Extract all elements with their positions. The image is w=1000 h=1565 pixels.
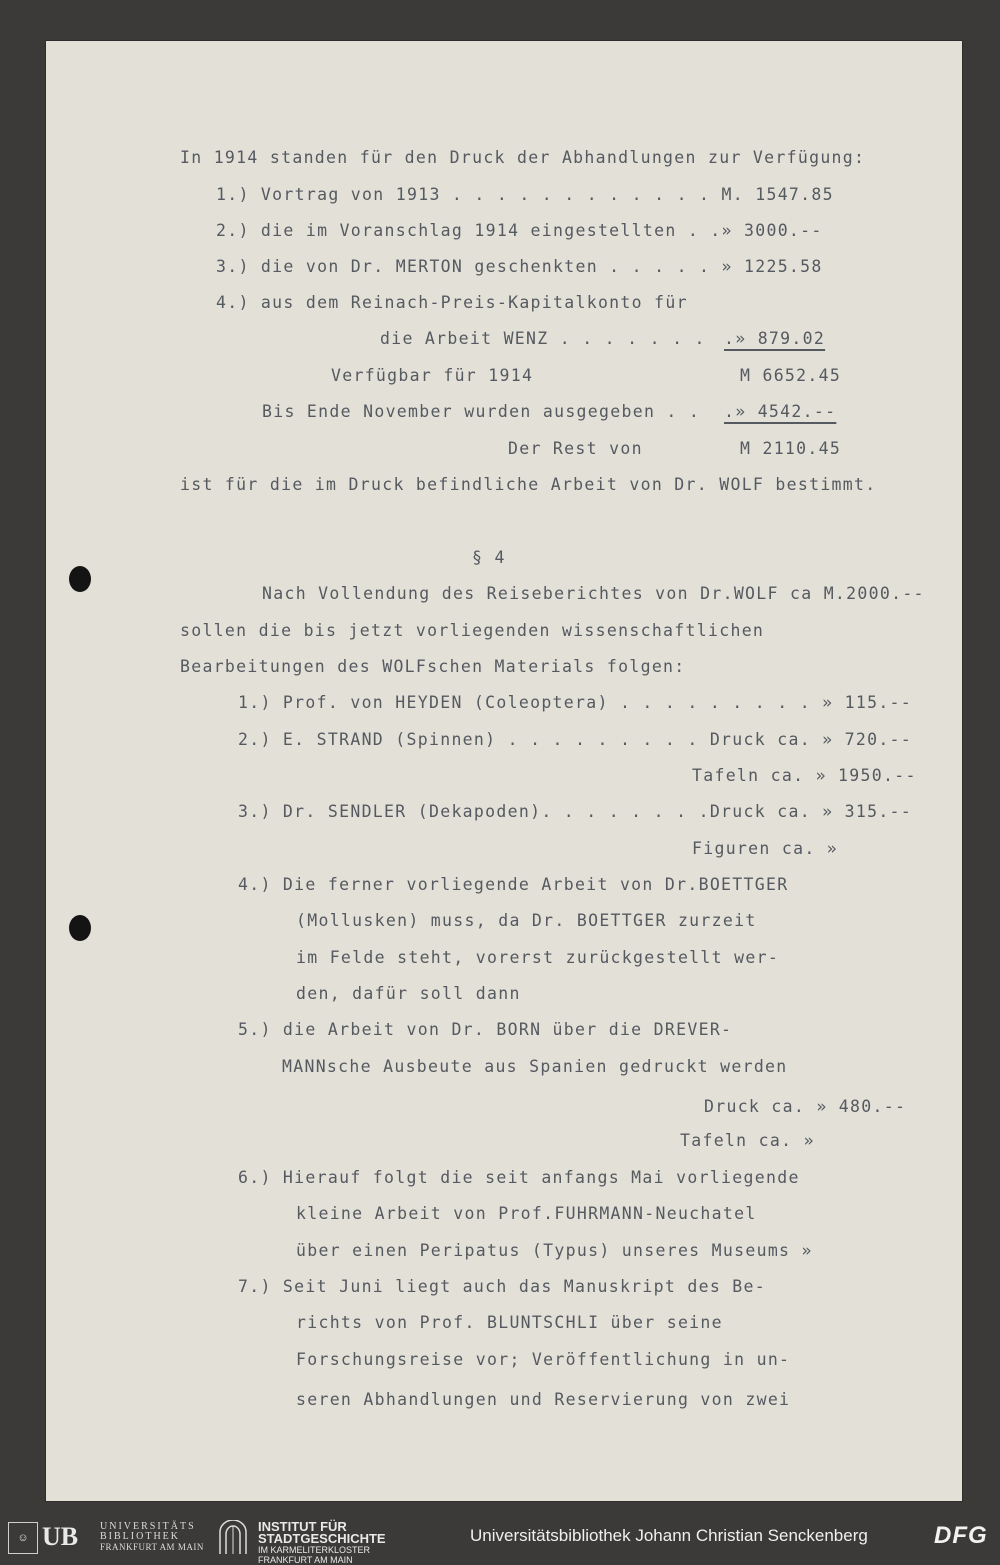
footer-bar — [0, 1512, 1000, 1565]
list-item-2-tafeln: Tafeln ca. » 1950.-- — [692, 766, 917, 785]
para-line-1: Nach Vollendung des Reiseberichtes von Dr.WOLF ca M.2000.-- — [262, 584, 925, 603]
item-2-voranschlag: 2.) die im Voranschlag 1914 eingestellten . .» 3000.-- — [216, 221, 823, 240]
portrait-icon: ☺ — [8, 1522, 38, 1554]
list-item-5-druck: Druck ca. » 480.-- — [704, 1097, 907, 1116]
intro-line: In 1914 standen für den Druck der Abhandlungen zur Verfügung: — [180, 148, 866, 167]
wolf-note: ist für die im Druck befindliche Arbeit von Dr. WOLF bestimmt. — [180, 475, 877, 494]
item-4-wenz: die Arbeit WENZ . . . . . . . — [380, 329, 706, 348]
ub-abbr: UB — [42, 1522, 79, 1551]
item-4-wenz-amount: .» 879.02 — [724, 329, 826, 348]
ub-line-3: FRANKFURT AM MAIN — [100, 1542, 204, 1552]
isg-line-3: IM KARMELITERKLOSTER — [258, 1545, 371, 1555]
item-1-vortrag: 1.) Vortrag von 1913 . . . . . . . . . . . . M. 1547.85 — [216, 185, 834, 204]
list-item-4-line-2: (Mollusken) muss, da Dr. BOETTGER zurzeit — [296, 911, 757, 930]
rest-label: Der Rest von — [508, 439, 643, 458]
list-item-7-line-4: seren Abhandlungen und Reservierung von zwei — [296, 1390, 791, 1409]
list-item-7-line-1: 7.) Seit Juni liegt auch das Manuskript des Be- — [238, 1277, 766, 1296]
item-4-reinach: 4.) aus dem Reinach-Preis-Kapitalkonto für — [216, 293, 688, 312]
dfg-logo[interactable]: DFG — [934, 1522, 988, 1549]
item-3-merton: 3.) die von Dr. MERTON geschenkten . . . . . » 1225.58 — [216, 257, 823, 276]
punch-hole-bottom — [69, 915, 91, 941]
isg-name — [258, 1521, 386, 1565]
isg-logo[interactable] — [218, 1519, 418, 1565]
list-item-5-line-2: MANNsche Ausbeute aus Spanien gedruckt werden — [282, 1057, 788, 1076]
list-item-6-line-1: 6.) Hierauf folgt die seit anfangs Mai vorliegende — [238, 1168, 800, 1187]
list-item-6-line-3: über einen Peripatus (Typus) unseres Museums » — [296, 1241, 813, 1260]
list-item-4-line-3: im Felde steht, vorerst zurückgestellt wer- — [296, 948, 780, 967]
isg-line-4: FRANKFURT AM MAIN — [258, 1555, 353, 1565]
isg-line-1: INSTITUT FÜR — [258, 1519, 347, 1534]
isg-line-2: STADTGESCHICHTE — [258, 1531, 386, 1546]
list-item-3-figuren: Figuren ca. » — [692, 839, 839, 858]
arch-icon — [218, 1520, 248, 1554]
list-item-1: 1.) Prof. von HEYDEN (Coleoptera) . . . . . . . . . » 115.-- — [238, 693, 913, 712]
list-item-7-line-3: Forschungsreise vor; Veröffentlichung in un- — [296, 1350, 791, 1369]
ub-line-2: BIBLIOTHEK — [100, 1531, 180, 1542]
rest-amount: M 2110.45 — [740, 439, 842, 458]
list-item-6-line-2: kleine Arbeit von Prof.FUHRMANN-Neuchatel — [296, 1204, 757, 1223]
ausgegeben-label: Bis Ende November wurden ausgegeben . . — [262, 402, 701, 421]
list-item-2: 2.) E. STRAND (Spinnen) . . . . . . . . . Druck ca. » 720.-- — [238, 730, 913, 749]
list-item-5-line-1: 5.) die Arbeit von Dr. BORN über die DREVER- — [238, 1020, 733, 1039]
list-item-5-tafeln: Tafeln ca. » — [680, 1131, 815, 1150]
section-heading: § 4 — [472, 548, 506, 567]
para-line-2: sollen die bis jetzt vorliegenden wissenschaftlichen — [180, 621, 765, 640]
list-item-4-line-1: 4.) Die ferner vorliegende Arbeit von Dr.BOETTGER — [238, 875, 789, 894]
punch-hole-top — [69, 566, 91, 592]
list-item-4-line-4: den, dafür soll dann — [296, 984, 521, 1003]
ub-logo[interactable] — [8, 1520, 208, 1554]
list-item-7-line-2: richts von Prof. BLUNTSCHLI über seine — [296, 1313, 723, 1332]
para-line-3: Bearbeitungen des WOLFschen Materials folgen: — [180, 657, 686, 676]
ub-name — [100, 1522, 204, 1552]
ub-line-1: UNIVERSITÄTS — [100, 1521, 196, 1532]
ausgegeben-amount: .» 4542.-- — [724, 402, 837, 421]
list-item-3: 3.) Dr. SENDLER (Dekapoden). . . . . . . .Druck ca. » 315.-- — [238, 802, 913, 821]
library-name: Universitätsbibliothek Johann Christian Senckenberg — [470, 1526, 868, 1545]
verfuegbar-amount: M 6652.45 — [740, 366, 842, 385]
verfuegbar-label: Verfügbar für 1914 — [331, 366, 534, 385]
